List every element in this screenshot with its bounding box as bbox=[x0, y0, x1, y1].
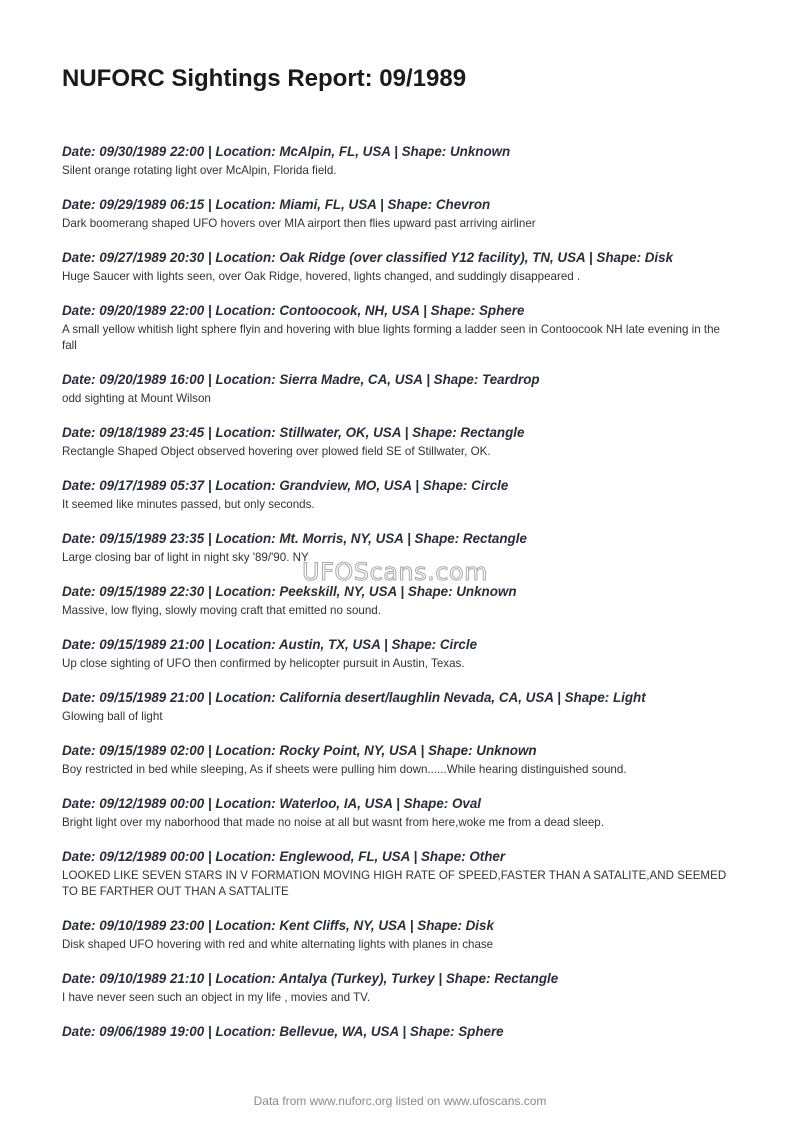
list-item bbox=[62, 1023, 738, 1041]
sighting-heading: Date: 09/15/1989 02:00 | Location: Rocky Point, NY, USA | Shape: Unknown bbox=[62, 743, 537, 758]
list-item bbox=[62, 970, 738, 1006]
sighting-heading: Date: 09/10/1989 23:00 | Location: Kent Cliffs, NY, USA | Shape: Disk bbox=[62, 918, 494, 933]
sighting-heading: Date: 09/27/1989 20:30 | Location: Oak Ridge (over classified Y12 facility), TN, USA | Shape: Disk bbox=[62, 250, 674, 265]
list-item bbox=[62, 143, 738, 179]
sighting-heading: Date: 09/12/1989 00:00 | Location: Englewood, FL, USA | Shape: Other bbox=[62, 849, 506, 864]
sighting-description: odd sighting at Mount Wilson bbox=[62, 392, 211, 405]
list-item bbox=[62, 196, 738, 232]
sighting-description: It seemed like minutes passed, but only seconds. bbox=[62, 498, 315, 511]
sighting-heading: Date: 09/15/1989 21:00 | Location: Austin, TX, USA | Shape: Circle bbox=[62, 637, 478, 652]
sighting-description: A small yellow whitish light sphere flyin and hovering with blue lights forming a ladder seen in Contoocook NH late evening in the fall bbox=[62, 323, 720, 352]
sighting-description: Rectangle Shaped Object observed hovering over plowed field SE of Stillwater, OK. bbox=[62, 445, 491, 458]
list-item bbox=[62, 848, 738, 900]
sighting-heading: Date: 09/29/1989 06:15 | Location: Miami, FL, USA | Shape: Chevron bbox=[62, 197, 491, 212]
sighting-description: Huge Saucer with lights seen, over Oak Ridge, hovered, lights changed, and suddingly disappeared . bbox=[62, 270, 581, 283]
sighting-description: Up close sighting of UFO then confirmed by helicopter pursuit in Austin, Texas. bbox=[62, 657, 465, 670]
sighting-description: I have never seen such an object in my life , movies and TV. bbox=[62, 991, 371, 1004]
list-item bbox=[62, 917, 738, 953]
list-item bbox=[62, 302, 738, 354]
sighting-heading: Date: 09/20/1989 22:00 | Location: Contoocook, NH, USA | Shape: Sphere bbox=[62, 303, 525, 318]
list-item bbox=[62, 424, 738, 460]
sighting-description: Disk shaped UFO hovering with red and white alternating lights with planes in chase bbox=[62, 938, 494, 951]
sighting-heading: Date: 09/20/1989 16:00 | Location: Sierra Madre, CA, USA | Shape: Teardrop bbox=[62, 372, 540, 387]
sighting-description: Silent orange rotating light over McAlpin, Florida field. bbox=[62, 164, 337, 177]
sighting-heading: Date: 09/15/1989 22:30 | Location: Peekskill, NY, USA | Shape: Unknown bbox=[62, 584, 517, 599]
sighting-description: Boy restricted in bed while sleeping, As if sheets were pulling him down......While hearing distinguished sound. bbox=[62, 763, 627, 776]
sighting-description: Large closing bar of light in night sky '89/'90. NY bbox=[62, 551, 309, 564]
sighting-heading: Date: 09/17/1989 05:37 | Location: Grandview, MO, USA | Shape: Circle bbox=[62, 478, 509, 493]
list-item bbox=[62, 477, 738, 513]
list-item bbox=[62, 636, 738, 672]
page-title: NUFORC Sightings Report: 09/1989 bbox=[62, 65, 467, 92]
ufoscans-watermark: UFOScans.com bbox=[302, 558, 488, 586]
sighting-heading: Date: 09/15/1989 23:35 | Location: Mt. Morris, NY, USA | Shape: Rectangle bbox=[62, 531, 527, 546]
sighting-heading: Date: 09/18/1989 23:45 | Location: Stillwater, OK, USA | Shape: Rectangle bbox=[62, 425, 525, 440]
list-item bbox=[62, 689, 738, 725]
list-item bbox=[62, 249, 738, 285]
list-item bbox=[62, 583, 738, 619]
list-item bbox=[62, 530, 738, 566]
sighting-heading: Date: 09/15/1989 21:00 | Location: California desert/laughlin Nevada, CA, USA | Shape: Light bbox=[62, 690, 646, 705]
sighting-heading: Date: 09/12/1989 00:00 | Location: Waterloo, IA, USA | Shape: Oval bbox=[62, 796, 482, 811]
sighting-description: Bright light over my naborhood that made no noise at all but wasnt from here,woke me from a dead sleep. bbox=[62, 816, 604, 829]
list-item bbox=[62, 742, 738, 778]
sighting-heading: Date: 09/10/1989 21:10 | Location: Antalya (Turkey), Turkey | Shape: Rectangle bbox=[62, 971, 559, 986]
sighting-heading: Date: 09/06/1989 19:00 | Location: Bellevue, WA, USA | Shape: Sphere bbox=[62, 1024, 504, 1039]
sighting-heading: Date: 09/30/1989 22:00 | Location: McAlpin, FL, USA | Shape: Unknown bbox=[62, 144, 511, 159]
sighting-description: Dark boomerang shaped UFO hovers over MIA airport then flies upward past arriving airliner bbox=[62, 217, 536, 230]
list-item bbox=[62, 795, 738, 831]
sighting-description: LOOKED LIKE SEVEN STARS IN V FORMATION MOVING HIGH RATE OF SPEED,FASTER THAN A SATALITE,AND SEEMED TO BE FARTHER OUT THAN A SATTALITE bbox=[62, 869, 727, 898]
sighting-description: Massive, low flying, slowly moving craft that emitted no sound. bbox=[62, 604, 381, 617]
sighting-list bbox=[62, 143, 738, 1058]
list-item bbox=[62, 371, 738, 407]
sighting-description: Glowing ball of light bbox=[62, 710, 163, 723]
page-footer: Data from www.nuforc.org listed on www.ufoscans.com bbox=[253, 1094, 547, 1108]
